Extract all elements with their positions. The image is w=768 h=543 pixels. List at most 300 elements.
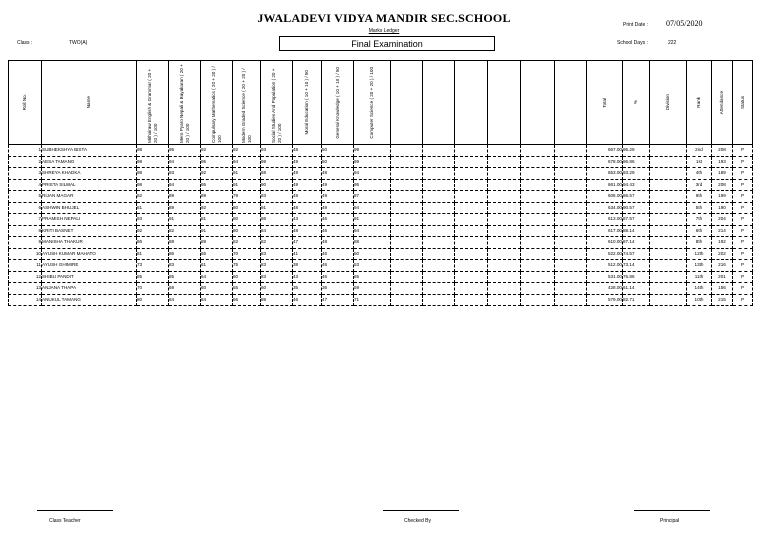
- status-cell: P: [733, 156, 753, 168]
- empty-cell: [555, 260, 587, 272]
- empty-cell: [555, 248, 587, 260]
- empty-cell: [455, 237, 488, 249]
- mark-cell: 99: [354, 156, 391, 168]
- empty-cell: [391, 202, 423, 214]
- exam-name-box: Final Examination: [279, 36, 495, 51]
- mark-cell: 89: [201, 237, 233, 249]
- student-name-cell: AYUSH KUMAR MAHATO: [42, 248, 137, 260]
- empty-cell: [555, 191, 587, 203]
- empty-cell: [488, 225, 521, 237]
- status-cell: P: [733, 202, 753, 214]
- empty-cell: [455, 191, 488, 203]
- division-cell: [650, 237, 687, 249]
- percent-cell: 88.14: [623, 225, 650, 237]
- col-status: Status: [733, 61, 753, 145]
- empty-cell: [423, 168, 455, 180]
- empty-cell: [521, 168, 555, 180]
- mark-cell: 53: [354, 260, 391, 272]
- attendance-cell: 216: [712, 260, 733, 272]
- mark-cell: 43: [293, 214, 322, 226]
- student-name-cell: PRISTA SILWAL: [42, 179, 137, 191]
- empty-cell: [455, 214, 488, 226]
- mark-cell: 79: [233, 191, 261, 203]
- mark-cell: 83: [169, 260, 201, 272]
- division-cell: [650, 294, 687, 306]
- division-cell: [650, 156, 687, 168]
- empty-cell: [455, 294, 488, 306]
- empty-cell: [488, 271, 521, 283]
- mark-cell: 66: [233, 294, 261, 306]
- mark-cell: 99: [261, 156, 293, 168]
- status-cell: P: [733, 260, 753, 272]
- school-days-label: School Days :: [617, 40, 648, 46]
- empty-cell: [455, 260, 488, 272]
- roll-no-cell: 10: [9, 248, 42, 260]
- division-cell: [650, 248, 687, 260]
- empty-cell: [555, 168, 587, 180]
- mark-cell: 89: [261, 294, 293, 306]
- attendance-cell: 202: [712, 248, 733, 260]
- mark-cell: 91: [354, 214, 391, 226]
- mark-cell: 48: [322, 237, 354, 249]
- col-empty: [488, 61, 521, 145]
- mark-cell: 92: [201, 168, 233, 180]
- roll-no-cell: 3: [9, 168, 42, 180]
- status-cell: P: [733, 283, 753, 295]
- mark-cell: 86: [169, 248, 201, 260]
- empty-cell: [391, 179, 423, 191]
- mark-cell: 43: [293, 271, 322, 283]
- division-cell: [650, 214, 687, 226]
- mark-cell: 35: [293, 283, 322, 295]
- rank-cell: 3rd: [687, 179, 712, 191]
- division-cell: [650, 283, 687, 295]
- empty-cell: [423, 179, 455, 191]
- division-cell: [650, 260, 687, 272]
- mark-cell: 98: [137, 179, 169, 191]
- col-subject-computer: Computer Science ( 20 + 20 ) / 100: [354, 61, 391, 145]
- status-cell: P: [733, 179, 753, 191]
- mark-cell: 80: [233, 202, 261, 214]
- total-cell: 579.00: [587, 294, 623, 306]
- empty-cell: [555, 202, 587, 214]
- empty-cell: [391, 145, 423, 157]
- student-name-cell: AYUSH GHIMIRE: [42, 260, 137, 272]
- mark-cell: 48: [293, 191, 322, 203]
- status-cell: P: [733, 191, 753, 203]
- mark-cell: 46: [322, 214, 354, 226]
- mark-cell: 41: [293, 248, 322, 260]
- attendance-cell: 190: [712, 202, 733, 214]
- class-value: TWO(A): [69, 40, 88, 46]
- empty-cell: [488, 168, 521, 180]
- empty-cell: [391, 168, 423, 180]
- empty-cell: [391, 248, 423, 260]
- percent-cell: 82.71: [623, 294, 650, 306]
- student-name-cell: ANJANA THAPA: [42, 283, 137, 295]
- empty-cell: [423, 237, 455, 249]
- empty-cell: [488, 179, 521, 191]
- mark-cell: 94: [354, 168, 391, 180]
- status-cell: P: [733, 237, 753, 249]
- attendance-cell: 208: [712, 145, 733, 157]
- mark-cell: 98: [137, 156, 169, 168]
- total-cell: 610.00: [587, 237, 623, 249]
- header-row: [9, 61, 753, 145]
- class-teacher-signature-line: [37, 510, 113, 511]
- col-percent: %: [623, 61, 650, 145]
- empty-cell: [555, 294, 587, 306]
- student-name-cell: ASHWIN BHUJEL: [42, 202, 137, 214]
- mark-cell: 95: [201, 179, 233, 191]
- mark-cell: 94: [169, 156, 201, 168]
- empty-cell: [391, 283, 423, 295]
- student-name-cell: SUBHEKSHYA BISTA: [42, 145, 137, 157]
- division-cell: [650, 145, 687, 157]
- status-cell: P: [733, 294, 753, 306]
- empty-cell: [488, 248, 521, 260]
- mark-cell: 91: [261, 202, 293, 214]
- mark-cell: 91: [201, 225, 233, 237]
- mark-cell: 83: [261, 191, 293, 203]
- rank-cell: 10th: [687, 294, 712, 306]
- mark-cell: 98: [137, 168, 169, 180]
- empty-cell: [555, 179, 587, 191]
- empty-cell: [423, 294, 455, 306]
- empty-cell: [521, 179, 555, 191]
- empty-cell: [391, 271, 423, 283]
- empty-cell: [488, 260, 521, 272]
- mark-cell: 90: [261, 179, 293, 191]
- mark-cell: 75: [233, 260, 261, 272]
- total-cell: 531.00: [587, 271, 623, 283]
- empty-cell: [521, 202, 555, 214]
- empty-cell: [423, 225, 455, 237]
- percent-cell: 90.57: [623, 202, 650, 214]
- table-row: [9, 271, 753, 283]
- student-name-cell: MANISHA THAKUR: [42, 237, 137, 249]
- table-row: [9, 202, 753, 214]
- mark-cell: 49: [322, 179, 354, 191]
- rank-cell: 9th: [687, 191, 712, 203]
- mark-cell: 89: [201, 191, 233, 203]
- mark-cell: 60: [201, 283, 233, 295]
- percent-cell: 75.86: [623, 271, 650, 283]
- mark-cell: 38: [293, 260, 322, 272]
- roll-no-cell: 2: [9, 156, 42, 168]
- attendance-cell: 193: [712, 156, 733, 168]
- empty-cell: [423, 283, 455, 295]
- mark-cell: 89: [169, 202, 201, 214]
- empty-cell: [521, 237, 555, 249]
- empty-cell: [521, 294, 555, 306]
- empty-cell: [521, 214, 555, 226]
- table-row: [9, 156, 753, 168]
- rank-cell: 14th: [687, 283, 712, 295]
- checked-by-signature-line: [383, 510, 459, 511]
- empty-cell: [391, 260, 423, 272]
- mark-cell: 94: [354, 225, 391, 237]
- table-row: [9, 145, 753, 157]
- mark-cell: 81: [201, 214, 233, 226]
- roll-no-cell: 6: [9, 202, 42, 214]
- percent-cell: 86.57: [623, 191, 650, 203]
- roll-no-cell: 9: [9, 237, 42, 249]
- col-empty: [423, 61, 455, 145]
- col-subject-social: Social Studies And Population ( 20 + 20 ) / 100: [261, 61, 293, 145]
- mark-cell: 46: [322, 248, 354, 260]
- mark-cell: 82: [137, 191, 169, 203]
- mark-cell: 93: [137, 214, 169, 226]
- empty-cell: [521, 191, 555, 203]
- mark-cell: 82: [261, 237, 293, 249]
- empty-cell: [455, 168, 488, 180]
- col-subject-science: Modern Graded Science ( 20 + 20 ) / 100: [233, 61, 261, 145]
- mark-cell: 92: [201, 145, 233, 157]
- mark-cell: 55: [233, 283, 261, 295]
- status-cell: P: [733, 145, 753, 157]
- mark-cell: 47: [322, 294, 354, 306]
- empty-cell: [423, 156, 455, 168]
- mark-cell: 91: [233, 168, 261, 180]
- total-cell: 667.00: [587, 145, 623, 157]
- mark-cell: 65: [201, 248, 233, 260]
- mark-cell: 85: [169, 271, 201, 283]
- table-row: [9, 248, 753, 260]
- division-cell: [650, 191, 687, 203]
- percent-cell: 94.43: [623, 179, 650, 191]
- print-date-value: 07/05/2020: [666, 19, 703, 28]
- mark-cell: 64: [201, 271, 233, 283]
- mark-cell: 86: [137, 237, 169, 249]
- mark-cell: 49: [293, 156, 322, 168]
- mark-cell: 46: [322, 225, 354, 237]
- mark-cell: 85: [137, 271, 169, 283]
- percent-cell: 87.57: [623, 214, 650, 226]
- division-cell: [650, 202, 687, 214]
- checked-by-label: Checked By: [404, 518, 431, 524]
- mark-cell: 87: [354, 191, 391, 203]
- table-row: [9, 260, 753, 272]
- empty-cell: [423, 145, 455, 157]
- table-row: [9, 283, 753, 295]
- attendance-cell: 204: [712, 214, 733, 226]
- student-name-cell: KRITI BASNET: [42, 225, 137, 237]
- rank-cell: 6th: [687, 225, 712, 237]
- empty-cell: [488, 145, 521, 157]
- empty-cell: [455, 248, 488, 260]
- empty-cell: [488, 191, 521, 203]
- mark-cell: 80: [233, 225, 261, 237]
- ledger-subtitle: Marks Ledger: [368, 28, 400, 34]
- col-roll-no: Roll No.: [9, 61, 42, 145]
- mark-cell: 50: [322, 156, 354, 168]
- rank-cell: 13th: [687, 260, 712, 272]
- mark-cell: 94: [354, 202, 391, 214]
- percent-cell: 74.57: [623, 248, 650, 260]
- mark-cell: 92: [233, 145, 261, 157]
- mark-cell: 48: [293, 145, 322, 157]
- division-cell: [650, 168, 687, 180]
- mark-cell: 82: [169, 225, 201, 237]
- mark-cell: 98: [137, 145, 169, 157]
- school-name: JWALADEVI VIDYA MANDIR SEC.SCHOOL: [257, 11, 511, 25]
- empty-cell: [555, 271, 587, 283]
- mark-cell: 83: [261, 271, 293, 283]
- col-empty: [521, 61, 555, 145]
- class-teacher-label: Class Teacher: [49, 518, 81, 524]
- percent-cell: 87.14: [623, 237, 650, 249]
- mark-cell: 50: [322, 145, 354, 157]
- mark-cell: 93: [169, 168, 201, 180]
- percent-cell: 96.86: [623, 156, 650, 168]
- mark-cell: 36: [322, 283, 354, 295]
- col-rank: Rank: [687, 61, 712, 145]
- status-cell: P: [733, 271, 753, 283]
- col-division: Division: [650, 61, 687, 145]
- roll-no-cell: 7: [9, 214, 42, 226]
- status-cell: P: [733, 214, 753, 226]
- mark-cell: 94: [169, 179, 201, 191]
- mark-cell: 49: [293, 168, 322, 180]
- table-row: [9, 191, 753, 203]
- mark-cell: 80: [233, 214, 261, 226]
- col-subject-nepali: Mero Pyaro Nepali & Bayakaran ( 20 + 20 ) / 100: [169, 61, 201, 145]
- rank-cell: 12th: [687, 248, 712, 260]
- mark-cell: 84: [169, 294, 201, 306]
- mark-cell: 95: [354, 179, 391, 191]
- empty-cell: [488, 214, 521, 226]
- rank-cell: 2nd: [687, 145, 712, 157]
- total-cell: 634.00: [587, 202, 623, 214]
- attendance-cell: 189: [712, 168, 733, 180]
- total-cell: 617.00: [587, 225, 623, 237]
- mark-cell: 82: [233, 237, 261, 249]
- mark-cell: 92: [201, 202, 233, 214]
- mark-cell: 95: [169, 145, 201, 157]
- table-row: [9, 214, 753, 226]
- attendance-cell: 156: [712, 283, 733, 295]
- mark-cell: 73: [137, 260, 169, 272]
- empty-cell: [555, 237, 587, 249]
- mark-cell: 46: [293, 294, 322, 306]
- empty-cell: [555, 225, 587, 237]
- student-name-cell: AESA TAMANG: [42, 156, 137, 168]
- mark-cell: 83: [261, 248, 293, 260]
- empty-cell: [423, 214, 455, 226]
- empty-cell: [423, 271, 455, 283]
- empty-cell: [391, 214, 423, 226]
- empty-cell: [521, 260, 555, 272]
- empty-cell: [521, 271, 555, 283]
- division-cell: [650, 179, 687, 191]
- mark-cell: 48: [293, 225, 322, 237]
- empty-cell: [391, 225, 423, 237]
- student-name-cell: SHREYA KHADKA: [42, 168, 137, 180]
- table-row: [9, 237, 753, 249]
- roll-no-cell: 13: [9, 283, 42, 295]
- total-cell: 522.00: [587, 248, 623, 260]
- empty-cell: [423, 260, 455, 272]
- mark-cell: 61: [201, 260, 233, 272]
- attendance-cell: 201: [712, 271, 733, 283]
- mark-cell: 60: [261, 283, 293, 295]
- student-name-cell: SHIBU PANDIT: [42, 271, 137, 283]
- mark-cell: 71: [354, 294, 391, 306]
- empty-cell: [391, 294, 423, 306]
- empty-cell: [488, 202, 521, 214]
- mark-cell: 94: [233, 156, 261, 168]
- col-subject-english: Mithoiraw English & Grammar ( 20 + 20 ) / 100: [137, 61, 169, 145]
- empty-cell: [521, 145, 555, 157]
- empty-cell: [521, 156, 555, 168]
- roll-no-cell: 1: [9, 145, 42, 157]
- mark-cell: 91: [169, 214, 201, 226]
- student-name-cell: PRAMISH NEPALI: [42, 214, 137, 226]
- status-cell: P: [733, 225, 753, 237]
- roll-no-cell: 4: [9, 179, 42, 191]
- empty-cell: [455, 271, 488, 283]
- mark-cell: 88: [354, 237, 391, 249]
- roll-no-cell: 11: [9, 260, 42, 272]
- status-cell: P: [733, 168, 753, 180]
- attendance-cell: 192: [712, 237, 733, 249]
- percent-cell: 93.29: [623, 168, 650, 180]
- empty-cell: [391, 156, 423, 168]
- rank-cell: 1st: [687, 156, 712, 168]
- empty-cell: [555, 145, 587, 157]
- mark-cell: 84: [201, 294, 233, 306]
- col-subject-mathematics: Compulsary Mathematics ( 20 + 20 ) / 100: [201, 61, 233, 145]
- roll-no-cell: 12: [9, 271, 42, 283]
- empty-cell: [488, 283, 521, 295]
- mark-cell: 46: [322, 271, 354, 283]
- empty-cell: [555, 156, 587, 168]
- empty-cell: [488, 156, 521, 168]
- table-row: [9, 168, 753, 180]
- total-cell: 428.00: [587, 283, 623, 295]
- empty-cell: [455, 156, 488, 168]
- status-cell: P: [733, 248, 753, 260]
- mark-cell: 70: [233, 248, 261, 260]
- mark-cell: 89: [169, 191, 201, 203]
- total-cell: 606.00: [587, 191, 623, 203]
- col-empty: [555, 61, 587, 145]
- mark-cell: 65: [354, 271, 391, 283]
- total-cell: 613.00: [587, 214, 623, 226]
- empty-cell: [423, 191, 455, 203]
- mark-cell: 93: [261, 145, 293, 157]
- mark-cell: 60: [233, 271, 261, 283]
- mark-cell: 99: [354, 145, 391, 157]
- empty-cell: [423, 202, 455, 214]
- empty-cell: [555, 214, 587, 226]
- mark-cell: 81: [137, 202, 169, 214]
- empty-cell: [555, 283, 587, 295]
- mark-cell: 49: [293, 179, 322, 191]
- empty-cell: [391, 237, 423, 249]
- attendance-cell: 208: [712, 179, 733, 191]
- rank-cell: 5th: [687, 202, 712, 214]
- division-cell: [650, 225, 687, 237]
- mark-cell: 49: [322, 202, 354, 214]
- class-label: Class :: [17, 40, 33, 46]
- empty-cell: [455, 179, 488, 191]
- mark-cell: 81: [137, 248, 169, 260]
- mark-cell: 88: [169, 237, 201, 249]
- attendance-cell: 215: [712, 294, 733, 306]
- mark-cell: 70: [137, 283, 169, 295]
